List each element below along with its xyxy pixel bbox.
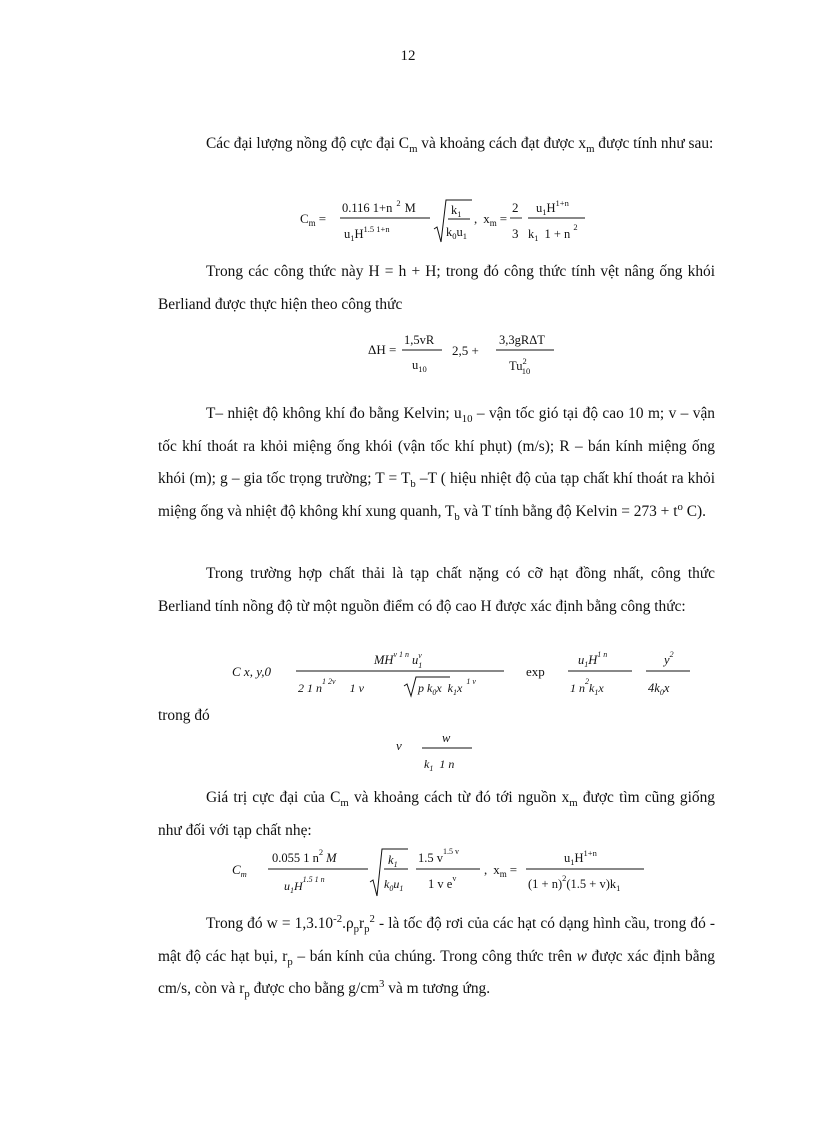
label-trong-do: trong đó — [158, 707, 210, 724]
svg-text:1,5vR: 1,5vR — [404, 333, 435, 347]
formula-concentration-heavy — [232, 646, 712, 706]
svg-text:1.5 v1.5 v: 1.5 $v^{1.5 v}$ — [418, 847, 459, 865]
svg-text:exp: exp — [526, 664, 545, 679]
svg-text:3,3gRΔT: 3,3gRΔT — [499, 333, 545, 347]
svg-text:4k0x: $4k_0x$ — [648, 681, 670, 697]
page-number: 12 — [400, 48, 416, 64]
svg-text:k0u1: $k_0u_1$ — [446, 225, 467, 241]
paragraph-settling-velocity: Trong đó $w = 1,3.10^{-2}.\rho_pr_p^2$ - là tốc độ rơi của các hạt có dạng hình cầu, trong đó - mật độ các hạt bụi, $r_p$ – bán kính của chúng. Trong công thức trên w được xác định bằng cm/s, còn và $r_p$ được cho bằng $g/cm^3$ và m tương ứng. — [158, 912, 715, 1001]
svg-text:2 1 n1 2v1 v: 2 1 $n^{1 2v}$ 1 v — [298, 677, 364, 695]
svg-text:p k0xk1x1 v: p $k_0x$ $k_1x$ $^{1 v}$ — [418, 677, 476, 697]
svg-text:k11 + n2: $k_1$ 1 + n $^2$ — [528, 222, 578, 243]
svg-text:v: v — [396, 738, 402, 753]
paragraph-intro-max-concentration: Các đại lượng nồng độ cực đại $C_m$ và khoảng cách đạt được $x_m$ được tính như sau: — [206, 135, 714, 156]
svg-text:u1H1 n: $u_1H^{1 n}$ — [578, 650, 608, 669]
svg-text:MHv 1 nu1v: $MH^{v 1 n}$ $u_1v$ — [374, 650, 423, 670]
svg-text:0.116 1+n2M: 0.116 1+n $^2$ M — [342, 198, 416, 215]
svg-text:u10: $u_{10}$ — [412, 358, 427, 374]
svg-text:,xm=: , $x_m$ = — [474, 211, 508, 228]
svg-text:C x, y,0: C x, y,0 — [232, 664, 271, 679]
formula-v — [396, 728, 486, 778]
svg-text:u1H1.5 1 n: $u_1H^{1.5 1 n}$ — [284, 875, 325, 895]
paragraph-heavy-particles: Trong trường hợp chất thải là tạp chất nặng có cỡ hạt đồng nhất, công thức Berliand tính nồng độ từ một nguồn điểm có độ cao H được xác định bằng công thức: — [158, 565, 715, 615]
svg-text:u1H1+n: $u_1H^{1+n}$ — [564, 848, 597, 867]
formula-cm-xm-light — [300, 195, 600, 254]
svg-text:ΔH =: ΔH = — [368, 342, 397, 357]
svg-text:1 v ev: 1 v $e^v$ — [428, 874, 457, 891]
paragraph-variable-definitions: T– nhiệt độ không khí đo bằng Kelvin; $u_{10}$ – vận tốc gió tại độ cao 10 m; v – vận tốc khí thoát ra khỏi miệng ống khói (vận tốc khí phụt) (m/s); R – bán kính miệng ống khói (m); g – gia tốc trọng trường; $T = T_b$ –T ( hiệu nhiệt độ của tạp chất khí thoát ra khỏi miệng ống và nhiệt độ không khí xung quanh, $T_b$ và T tính bằng độ Kelvin = $273 + t^o$ C). — [158, 405, 715, 523]
formula-delta-h — [368, 328, 568, 382]
svg-text:Cm: $C_m$ — [232, 862, 247, 879]
paragraph-heavy-max: Giá trị cực đại của $C_m$ và khoảng cách từ đó tới nguồn $x_m$ được tìm cũng giống như đối với tạp chất nhẹ: — [158, 789, 715, 839]
svg-text:u1H1+n: $u_1H^{1+n}$ — [536, 198, 569, 217]
svg-text:(1 + n)2(1.5 + v)k1: $(1 + n)^2(1.5 + v)k_1$ — [528, 873, 621, 893]
svg-text:k11 n: $k_1$ 1 n — [424, 757, 455, 773]
svg-text:2,5 +: 2,5 + — [452, 343, 479, 358]
svg-text:k1: $k_1$ — [388, 853, 398, 869]
svg-text:k1: $k_1$ — [451, 203, 462, 219]
paragraph-plume-rise: Trong các công thức này H = h + H; trong đó công thức tính vệt nâng ống khói Berliand được thực hiện theo công thức — [158, 263, 715, 313]
svg-text:Cm=: $C_m$ = — [300, 211, 327, 228]
svg-text:k0u1: $k_0u_1$ — [384, 877, 404, 893]
svg-text:1 n2k1x: 1 $n^2k_1x$ — [570, 677, 604, 697]
formula-cm-xm-heavy — [232, 844, 652, 904]
svg-text:u1H1.5 1+n: $u_1H^{1.5 1+n}$ — [344, 224, 390, 243]
svg-text:2: 2 — [512, 200, 519, 215]
svg-text:w: w — [442, 731, 451, 745]
svg-text:,xm=: , $x_m$ = — [484, 862, 518, 879]
svg-text:0.055 1 n2M: 0.055 1 $n^2$ M — [272, 847, 337, 865]
svg-text:Tu210: Tu$^2$ 10 — [509, 356, 531, 376]
svg-text:3: 3 — [512, 226, 519, 241]
svg-text:y2: $y^2$ — [664, 650, 674, 667]
